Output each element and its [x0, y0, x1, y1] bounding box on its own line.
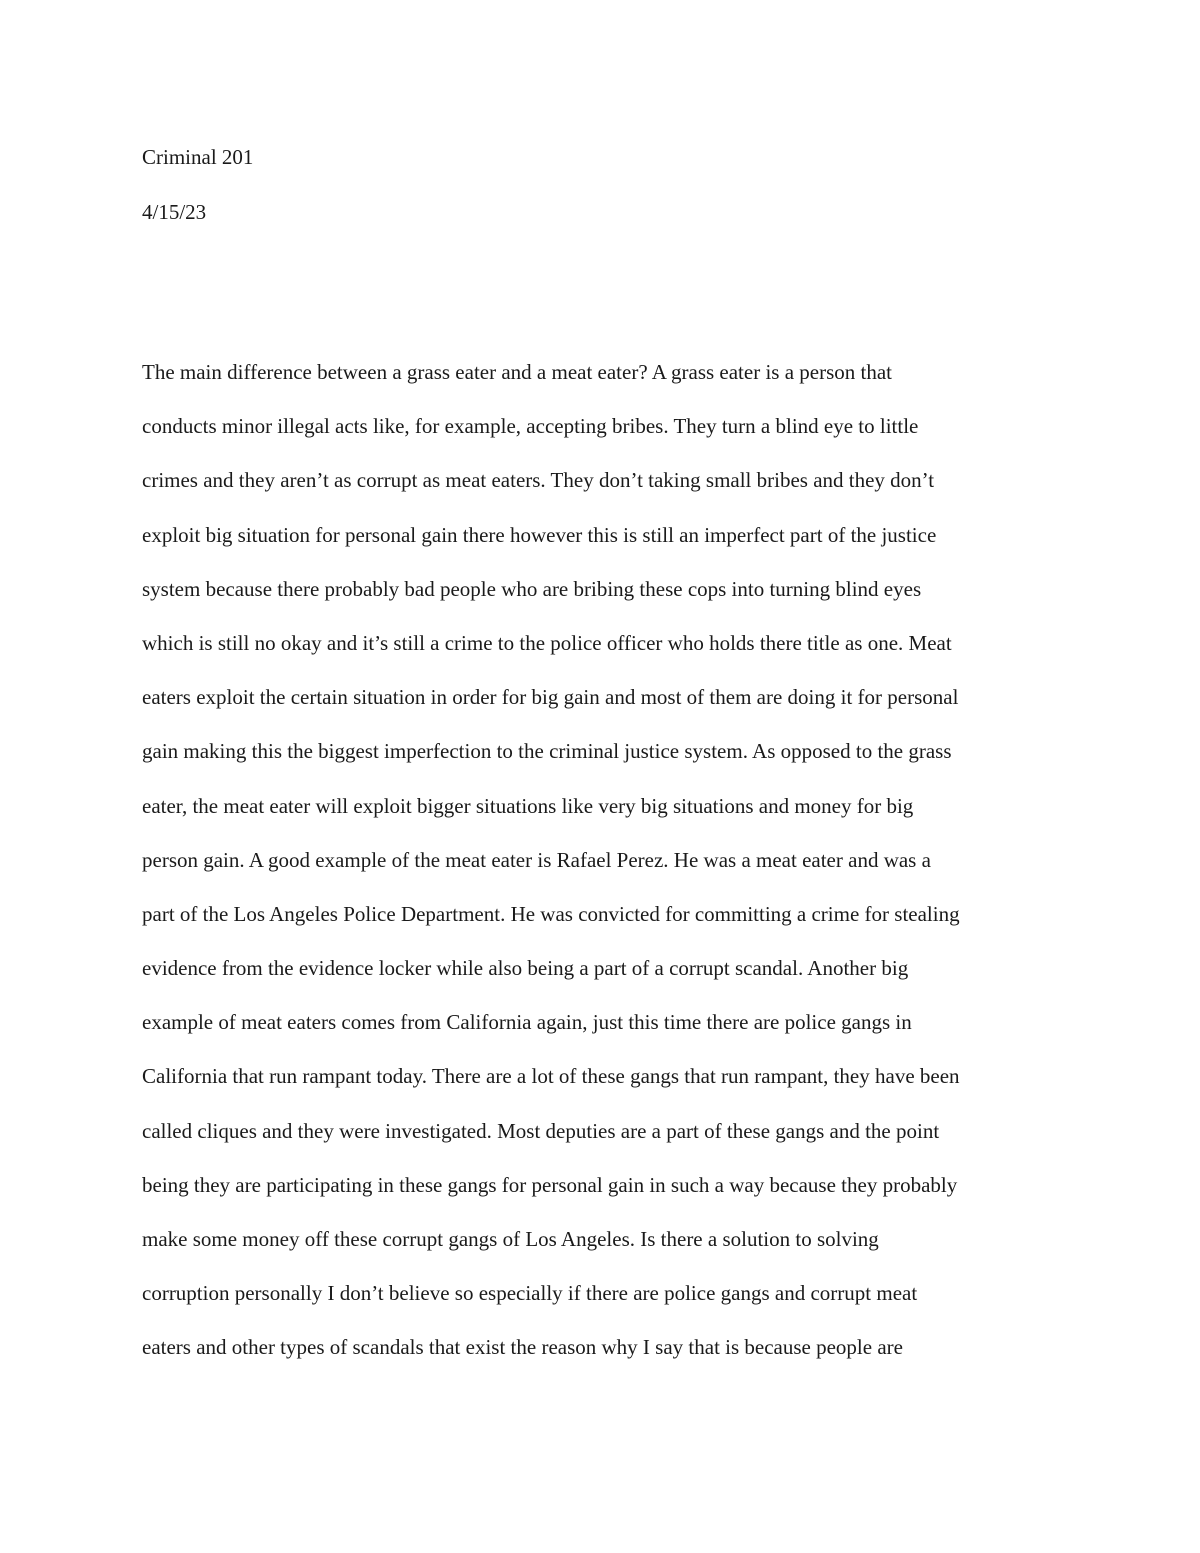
body-line: gain making this the biggest imperfection to the criminal justice system. As opposed to the grass	[142, 739, 952, 764]
essay-date: 4/15/23	[142, 200, 207, 224]
body-line: make some money off these corrupt gangs of Los Angeles. Is there a solution to solving	[142, 1227, 879, 1251]
body-line: which is still no okay and it’s still a crime to the police officer who holds there title as one. Meat	[142, 630, 952, 655]
body-line: eaters exploit the certain situation in order for big gain and most of them are doing it for personal	[142, 685, 959, 710]
body-line: corruption personally I don’t believe so especially if there are police gangs and corrupt meat	[142, 1281, 918, 1306]
body-line: eaters and other types of scandals that exist the reason why I say that is because people are	[142, 1335, 903, 1360]
body-line: person gain. A good example of the meat eater is Rafael Perez. He was a meat eater and was a	[142, 847, 931, 872]
body-line: The main difference between a grass eater and a meat eater? A grass eater is a person that	[142, 360, 893, 384]
body-line: system because there probably bad people who are bribing these cops into turning blind eyes	[142, 576, 922, 601]
body-line: being they are participating in these gangs for personal gain in such a way because they probably	[142, 1172, 958, 1197]
essay-body	[142, 357, 1072, 1387]
course-name: Criminal 201	[142, 145, 254, 169]
body-line: conducts minor illegal acts like, for example, accepting bribes. They turn a blind eye to little	[142, 414, 919, 439]
body-line: part of the Los Angeles Police Department. He was convicted for committing a crime for stealing	[142, 901, 960, 926]
body-line: eater, the meat eater will exploit bigger situations like very big situations and money for big	[142, 793, 914, 818]
body-line: example of meat eaters comes from California again, just this time there are police gangs in	[142, 1010, 912, 1035]
body-line: called cliques and they were investigated. Most deputies are a part of these gangs and the point	[142, 1118, 940, 1143]
body-line: crimes and they aren’t as corrupt as meat eaters. They don’t taking small bribes and they don’t	[142, 468, 935, 493]
body-line: evidence from the evidence locker while also being a part of a corrupt scandal. Another big	[142, 956, 909, 981]
body-line: exploit big situation for personal gain there however this is still an imperfect part of the justice	[142, 522, 937, 547]
body-line: California that run rampant today. There are a lot of these gangs that run rampant, they have been	[142, 1064, 960, 1089]
